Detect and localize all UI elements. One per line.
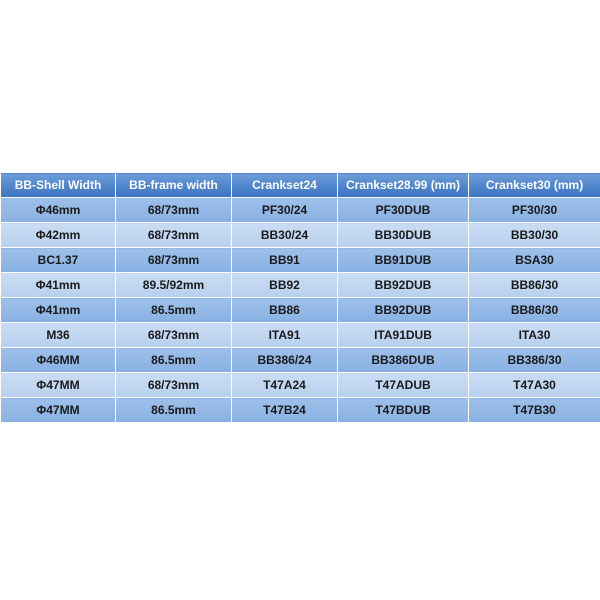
cell-bb-shell-width: BC1.37 — [1, 248, 116, 273]
cell-crankset30: BB86/30 — [469, 298, 600, 323]
cell-crankset30: T47A30 — [469, 373, 600, 398]
cell-crankset30: BB386/30 — [469, 348, 600, 373]
table-row — [1, 198, 600, 223]
table-row — [1, 273, 600, 298]
cell-crankset28-99: BB30DUB — [338, 223, 469, 248]
cell-bb-frame-width: 89.5/92mm — [116, 273, 232, 298]
cell-crankset24: BB91 — [232, 248, 338, 273]
bottom-bracket-compatibility-table — [0, 172, 600, 423]
cell-crankset28-99: BB92DUB — [338, 298, 469, 323]
cell-crankset24: ITA91 — [232, 323, 338, 348]
table-row — [1, 248, 600, 273]
cell-crankset24: BB92 — [232, 273, 338, 298]
cell-bb-shell-width: Φ41mm — [1, 298, 116, 323]
cell-bb-shell-width: Φ46MM — [1, 348, 116, 373]
cell-bb-frame-width: 86.5mm — [116, 348, 232, 373]
cell-crankset28-99: PF30DUB — [338, 198, 469, 223]
cell-bb-shell-width: Φ46mm — [1, 198, 116, 223]
cell-bb-frame-width: 68/73mm — [116, 198, 232, 223]
cell-bb-shell-width: Φ42mm — [1, 223, 116, 248]
table-row — [1, 223, 600, 248]
cell-bb-frame-width: 68/73mm — [116, 373, 232, 398]
cell-crankset24: BB86 — [232, 298, 338, 323]
cell-bb-shell-width: M36 — [1, 323, 116, 348]
table-row — [1, 373, 600, 398]
cell-crankset28-99: T47BDUB — [338, 398, 469, 423]
table-row — [1, 323, 600, 348]
cell-bb-shell-width: Φ41mm — [1, 273, 116, 298]
cell-bb-shell-width: Φ47MM — [1, 373, 116, 398]
table-row — [1, 398, 600, 423]
cell-crankset24: PF30/24 — [232, 198, 338, 223]
cell-crankset30: ITA30 — [469, 323, 600, 348]
cell-crankset28-99: BB91DUB — [338, 248, 469, 273]
cell-crankset30: BB86/30 — [469, 273, 600, 298]
table-row — [1, 348, 600, 373]
cell-crankset30: PF30/30 — [469, 198, 600, 223]
cell-crankset24: BB30/24 — [232, 223, 338, 248]
cell-bb-shell-width: Φ47MM — [1, 398, 116, 423]
cell-crankset30: BB30/30 — [469, 223, 600, 248]
cell-crankset24: T47A24 — [232, 373, 338, 398]
cell-crankset28-99: BB92DUB — [338, 273, 469, 298]
cell-crankset24: T47B24 — [232, 398, 338, 423]
table-row — [1, 298, 600, 323]
header-crankset28-99: Crankset28.99 (mm) — [338, 173, 469, 198]
cell-crankset28-99: ITA91DUB — [338, 323, 469, 348]
header-bb-frame-width: BB-frame width — [116, 173, 232, 198]
cell-bb-frame-width: 68/73mm — [116, 323, 232, 348]
header-crankset24: Crankset24 — [232, 173, 338, 198]
cell-crankset28-99: T47ADUB — [338, 373, 469, 398]
cell-bb-frame-width: 86.5mm — [116, 398, 232, 423]
header-crankset30: Crankset30 (mm) — [469, 173, 600, 198]
cell-crankset30: T47B30 — [469, 398, 600, 423]
cell-crankset28-99: BB386DUB — [338, 348, 469, 373]
header-bb-shell-width: BB-Shell Width — [1, 173, 116, 198]
cell-crankset30: BSA30 — [469, 248, 600, 273]
cell-bb-frame-width: 68/73mm — [116, 223, 232, 248]
cell-bb-frame-width: 86.5mm — [116, 298, 232, 323]
cell-crankset24: BB386/24 — [232, 348, 338, 373]
cell-bb-frame-width: 68/73mm — [116, 248, 232, 273]
bottom-bracket-table-container — [0, 172, 600, 423]
table-header-row — [1, 173, 600, 198]
